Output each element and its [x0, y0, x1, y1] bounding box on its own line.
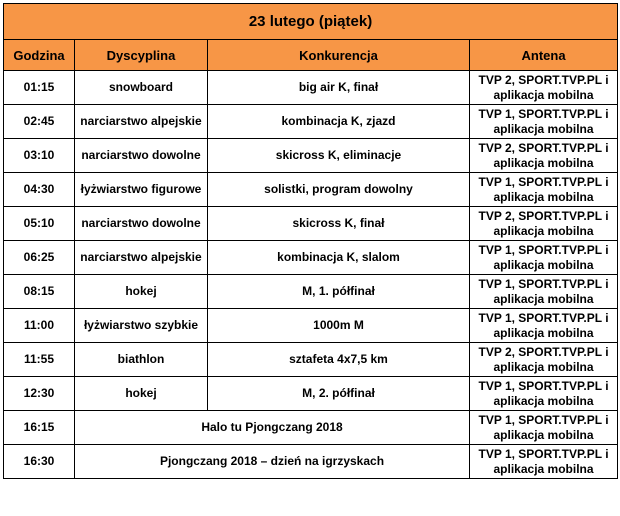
table-row: [4, 309, 618, 343]
discipline-cell: narciarstwo dowolne: [75, 139, 208, 173]
program-cell: Pjongczang 2018 – dzień na igrzyskach: [75, 445, 470, 479]
event-cell: M, 1. półfinał: [208, 275, 470, 309]
discipline-cell: biathlon: [75, 343, 208, 377]
channel-cell: TVP 1, SPORT.TVP.PL i aplikacja mobilna: [470, 105, 618, 139]
event-cell: kombinacja K, slalom: [208, 241, 470, 275]
time-cell: 04:30: [4, 173, 75, 207]
time-cell: 02:45: [4, 105, 75, 139]
table-row: [4, 173, 618, 207]
time-cell: 16:15: [4, 411, 75, 445]
channel-cell: TVP 2, SPORT.TVP.PL i aplikacja mobilna: [470, 71, 618, 105]
channel-cell: TVP 1, SPORT.TVP.PL i aplikacja mobilna: [470, 241, 618, 275]
table-row: [4, 241, 618, 275]
event-cell: skicross K, finał: [208, 207, 470, 241]
channel-cell: TVP 1, SPORT.TVP.PL i aplikacja mobilna: [470, 275, 618, 309]
table-row: [4, 207, 618, 241]
channel-cell: TVP 1, SPORT.TVP.PL i aplikacja mobilna: [470, 445, 618, 479]
header-event: Konkurencja: [208, 40, 470, 71]
header-discipline: Dyscyplina: [75, 40, 208, 71]
event-cell: solistki, program dowolny: [208, 173, 470, 207]
schedule-title: 23 lutego (piątek): [4, 4, 618, 40]
time-cell: 05:10: [4, 207, 75, 241]
channel-cell: TVP 1, SPORT.TVP.PL i aplikacja mobilna: [470, 411, 618, 445]
event-cell: M, 2. półfinał: [208, 377, 470, 411]
discipline-cell: hokej: [75, 377, 208, 411]
time-cell: 03:10: [4, 139, 75, 173]
table-row: [4, 445, 618, 479]
event-cell: kombinacja K, zjazd: [208, 105, 470, 139]
discipline-cell: narciarstwo alpejskie: [75, 241, 208, 275]
event-cell: sztafeta 4x7,5 km: [208, 343, 470, 377]
time-cell: 08:15: [4, 275, 75, 309]
table-row: [4, 105, 618, 139]
table-row: [4, 71, 618, 105]
channel-cell: TVP 2, SPORT.TVP.PL i aplikacja mobilna: [470, 343, 618, 377]
table-row: [4, 377, 618, 411]
time-cell: 11:00: [4, 309, 75, 343]
header-channel: Antena: [470, 40, 618, 71]
time-cell: 12:30: [4, 377, 75, 411]
table-row: [4, 139, 618, 173]
channel-cell: TVP 1, SPORT.TVP.PL i aplikacja mobilna: [470, 309, 618, 343]
event-cell: big air K, finał: [208, 71, 470, 105]
table-row: [4, 275, 618, 309]
event-cell: 1000m M: [208, 309, 470, 343]
channel-cell: TVP 1, SPORT.TVP.PL i aplikacja mobilna: [470, 173, 618, 207]
discipline-cell: narciarstwo alpejskie: [75, 105, 208, 139]
discipline-cell: narciarstwo dowolne: [75, 207, 208, 241]
schedule-table: [3, 3, 618, 479]
discipline-cell: łyżwiarstwo figurowe: [75, 173, 208, 207]
table-row: [4, 343, 618, 377]
table-row: [4, 411, 618, 445]
channel-cell: TVP 2, SPORT.TVP.PL i aplikacja mobilna: [470, 207, 618, 241]
event-cell: skicross K, eliminacje: [208, 139, 470, 173]
time-cell: 06:25: [4, 241, 75, 275]
schedule-document: [3, 3, 617, 479]
channel-cell: TVP 2, SPORT.TVP.PL i aplikacja mobilna: [470, 139, 618, 173]
discipline-cell: łyżwiarstwo szybkie: [75, 309, 208, 343]
channel-cell: TVP 1, SPORT.TVP.PL i aplikacja mobilna: [470, 377, 618, 411]
time-cell: 01:15: [4, 71, 75, 105]
program-cell: Halo tu Pjongczang 2018: [75, 411, 470, 445]
title-row: [4, 4, 618, 40]
header-row: [4, 40, 618, 71]
time-cell: 11:55: [4, 343, 75, 377]
header-time: Godzina: [4, 40, 75, 71]
discipline-cell: snowboard: [75, 71, 208, 105]
discipline-cell: hokej: [75, 275, 208, 309]
time-cell: 16:30: [4, 445, 75, 479]
